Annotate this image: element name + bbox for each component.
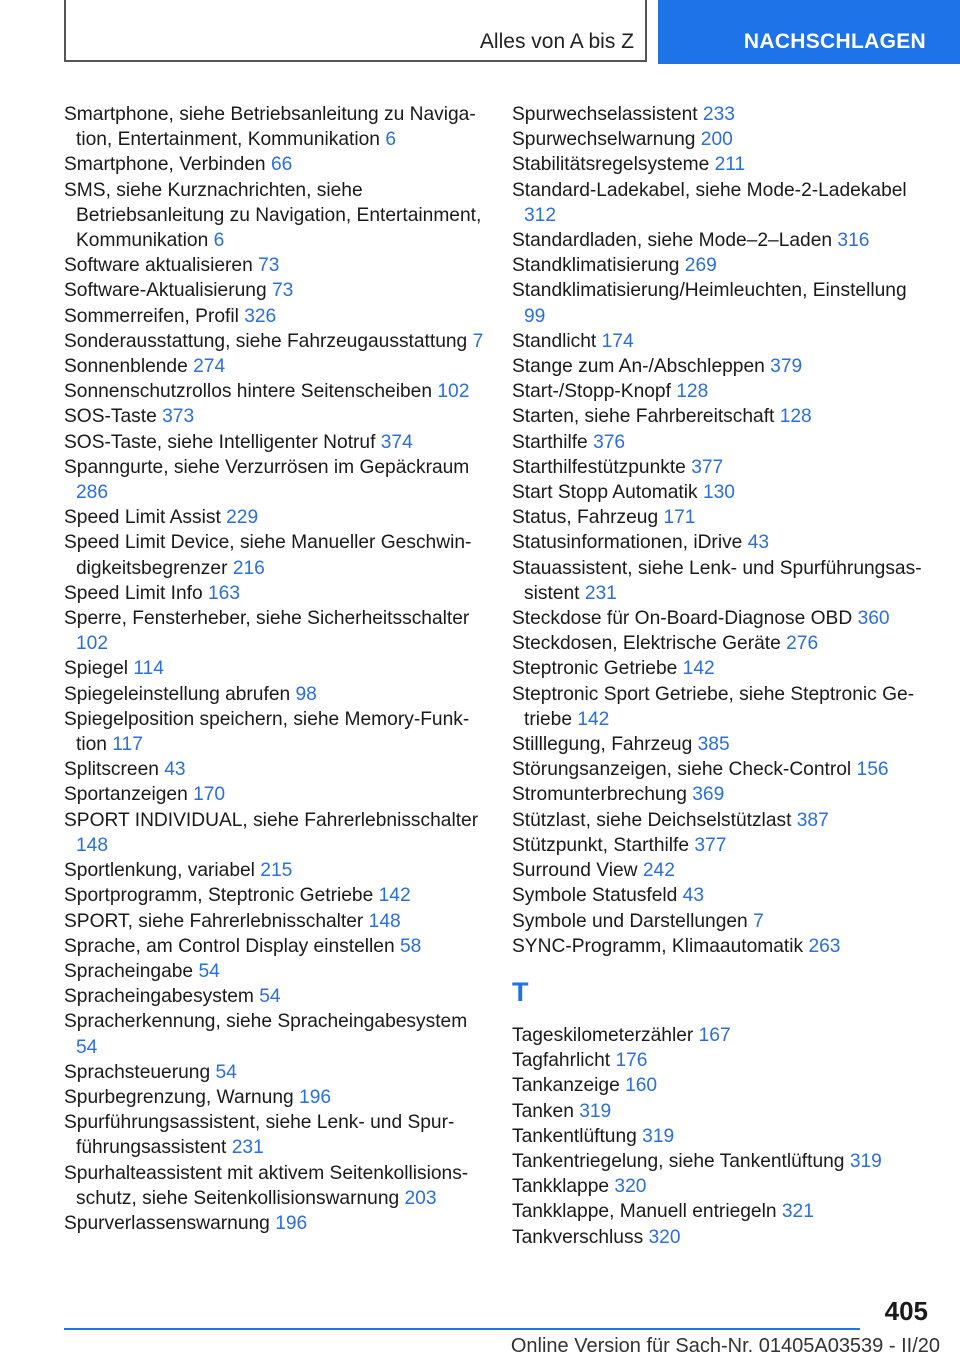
index-entry bbox=[512, 102, 932, 127]
index-entry bbox=[64, 934, 484, 959]
index-entry bbox=[512, 1023, 932, 1048]
index-term: Spracheingabe bbox=[64, 960, 194, 982]
index-term: Sonnenblende bbox=[64, 356, 188, 378]
index-term: Symbole und Darstellungen bbox=[512, 910, 748, 932]
index-term: Standard-Ladekabel, siehe Mode-2-Ladekabel bbox=[512, 179, 907, 201]
index-term: Speed Limit Assist bbox=[64, 507, 221, 529]
index-term: Sportanzeigen bbox=[64, 784, 188, 806]
index-term: Tageskilometerzähler bbox=[512, 1024, 694, 1046]
index-entry bbox=[64, 782, 484, 807]
index-term: Tankverschluss bbox=[512, 1226, 644, 1248]
index-entry bbox=[64, 984, 484, 1009]
index-term: Spiegeleinstellung abrufen bbox=[64, 683, 291, 705]
index-term: SMS, siehe Kurznachrichten, siehe Betriebsanleitung zu Navigation, Entertainment, Kommunikation bbox=[64, 179, 482, 252]
index-term: Störungsanzeigen, siehe Check-Control bbox=[512, 759, 852, 781]
page-reference-link[interactable]: 229 bbox=[226, 507, 259, 529]
page-reference-link[interactable]: 377 bbox=[691, 456, 724, 478]
index-entry bbox=[64, 959, 484, 984]
index-term: Spurwechselassistent bbox=[512, 104, 698, 125]
index-term: Sportlenkung, variabel bbox=[64, 860, 255, 882]
index-entry bbox=[512, 379, 932, 404]
index-term: Smartphone, siehe Betriebsanleitung zu Navigation, Entertainment, Kommunikation bbox=[64, 104, 476, 151]
index-entry bbox=[64, 178, 484, 254]
page-reference-link[interactable]: 312 bbox=[524, 204, 557, 226]
index-entry bbox=[512, 455, 932, 480]
index-entry bbox=[512, 556, 932, 606]
page-number: 405 bbox=[884, 1296, 928, 1326]
index-entry bbox=[64, 1085, 484, 1110]
index-entry bbox=[512, 606, 932, 631]
page-reference-link[interactable]: 163 bbox=[208, 582, 241, 604]
index-term: Tagfahrlicht bbox=[512, 1050, 611, 1072]
page-reference-link[interactable]: 196 bbox=[275, 1212, 308, 1234]
index-term: Sprachsteuerung bbox=[64, 1061, 211, 1083]
page-reference-link[interactable]: 73 bbox=[258, 255, 280, 277]
page-reference-link[interactable]: 276 bbox=[786, 633, 819, 655]
index-term: Spiegelposition speichern, siehe Memory-Funktion bbox=[64, 708, 470, 756]
index-entry bbox=[64, 1009, 484, 1059]
index-entry bbox=[512, 228, 932, 253]
index-term: Stange zum An-/Abschleppen bbox=[512, 356, 765, 378]
page-reference-link[interactable]: 6 bbox=[213, 230, 225, 252]
index-term: Standlicht bbox=[512, 330, 597, 352]
page-reference-link[interactable]: 203 bbox=[404, 1187, 437, 1209]
index-entry bbox=[512, 480, 932, 505]
index-entry bbox=[512, 732, 932, 757]
index-term: Start Stopp Automatik bbox=[512, 482, 698, 504]
page-reference-link[interactable]: 320 bbox=[614, 1176, 647, 1198]
page-reference-link[interactable]: 211 bbox=[714, 154, 746, 176]
index-entry bbox=[512, 178, 932, 228]
page-reference-link[interactable]: 231 bbox=[584, 582, 617, 604]
index-term: Symbole Statusfeld bbox=[512, 885, 678, 907]
page-reference-link[interactable]: 54 bbox=[259, 986, 281, 1008]
index-entry bbox=[64, 1161, 484, 1211]
index-entry bbox=[64, 404, 484, 429]
page-reference-link[interactable]: 156 bbox=[856, 759, 889, 781]
index-term: Spiegel bbox=[64, 658, 129, 680]
page-reference-link[interactable]: 7 bbox=[472, 330, 484, 352]
index-entry bbox=[512, 1225, 932, 1250]
index-entry bbox=[512, 833, 932, 858]
index-entry bbox=[512, 505, 932, 530]
index-term: Sommerreifen, Profil bbox=[64, 305, 239, 327]
page-reference-link[interactable]: 326 bbox=[244, 305, 277, 327]
index-term: Speed Limit Info bbox=[64, 582, 203, 604]
index-entry bbox=[64, 808, 484, 858]
page-reference-link[interactable]: 142 bbox=[682, 658, 715, 680]
index-entry bbox=[512, 883, 932, 908]
page-reference-link[interactable]: 98 bbox=[295, 683, 317, 705]
page-reference-link[interactable]: 66 bbox=[270, 154, 293, 176]
index-entry bbox=[512, 1174, 932, 1199]
page-reference-link[interactable]: 176 bbox=[615, 1050, 648, 1072]
index-entry bbox=[64, 858, 484, 883]
page-reference-link[interactable]: 54 bbox=[215, 1061, 237, 1083]
page-reference-link[interactable]: 148 bbox=[368, 910, 401, 932]
page-reference-link[interactable]: 160 bbox=[625, 1075, 658, 1097]
index-term: Stilllegung, Fahrzeug bbox=[512, 734, 693, 756]
index-column-left bbox=[64, 102, 484, 1236]
index-term: Tankanzeige bbox=[512, 1075, 620, 1097]
index-term: Stützpunkt, Starthilfe bbox=[512, 834, 690, 856]
index-entry bbox=[64, 530, 484, 580]
page-reference-link[interactable]: 269 bbox=[684, 255, 717, 277]
index-entry bbox=[64, 1060, 484, 1085]
index-entry bbox=[512, 909, 932, 934]
page-reference-link[interactable]: 316 bbox=[837, 230, 870, 252]
index-entry bbox=[64, 757, 484, 782]
index-entry bbox=[64, 682, 484, 707]
index-entry bbox=[512, 404, 932, 429]
index-term: Starthilfestützpunkte bbox=[512, 456, 686, 478]
page-reference-link[interactable]: 274 bbox=[193, 356, 226, 378]
index-term: Tanken bbox=[512, 1100, 574, 1122]
page-reference-link[interactable]: 373 bbox=[162, 406, 195, 428]
page-reference-link[interactable]: 319 bbox=[849, 1150, 882, 1172]
page-reference-link[interactable]: 174 bbox=[601, 330, 634, 352]
page-reference-link[interactable]: 102 bbox=[76, 633, 109, 655]
page-reference-link[interactable]: 148 bbox=[76, 834, 109, 856]
page-reference-link[interactable]: 376 bbox=[593, 431, 626, 453]
page-reference-link[interactable]: 170 bbox=[193, 784, 226, 806]
index-entry bbox=[512, 430, 932, 455]
index-entry bbox=[64, 581, 484, 606]
index-term: Sprache, am Control Display einstellen bbox=[64, 935, 395, 957]
page-reference-link[interactable]: 385 bbox=[697, 734, 730, 756]
index-column-right bbox=[512, 102, 932, 1250]
index-term: Spanngurte, siehe Verzurrösen im Gepäckraum bbox=[64, 456, 470, 478]
section-tab[interactable] bbox=[658, 0, 960, 64]
index-entry bbox=[512, 1099, 932, 1124]
index-term: Status, Fahrzeug bbox=[512, 507, 659, 529]
index-term: Speed Limit Device, siehe Manueller Geschwindigkeitsbegrenzer bbox=[64, 532, 472, 579]
index-term: Sonnenschutzrollos hintere Seitenscheiben bbox=[64, 381, 433, 403]
index-term: Spracheingabesystem bbox=[64, 986, 254, 1008]
page-reference-link[interactable]: 374 bbox=[380, 431, 413, 453]
index-term: Standardladen, siehe Mode–2–Laden bbox=[512, 230, 833, 252]
page-reference-link[interactable]: 43 bbox=[164, 759, 186, 781]
index-entry bbox=[512, 530, 932, 555]
page-reference-link[interactable]: 321 bbox=[781, 1201, 814, 1223]
page-reference-link[interactable]: 130 bbox=[702, 482, 735, 504]
page-reference-link[interactable]: 200 bbox=[700, 129, 733, 151]
index-term: Sportprogramm, Steptronic Getriebe bbox=[64, 885, 374, 907]
index-term: SYNC-Programm, Klimaautomatik bbox=[512, 935, 804, 957]
index-term: Tankentriegelung, siehe Tankentlüftung bbox=[512, 1150, 845, 1172]
index-term: Spurführungsassistent, siehe Lenk- und Spurführungsassistent bbox=[64, 1112, 455, 1159]
index-entry bbox=[64, 152, 484, 177]
index-term: SOS-Taste bbox=[64, 406, 157, 428]
page-reference-link[interactable]: 43 bbox=[682, 885, 705, 907]
page-reference-link[interactable]: 286 bbox=[76, 482, 109, 504]
index-entry bbox=[64, 102, 484, 152]
index-term: SPORT, siehe Fahrerlebnisschalter bbox=[64, 910, 364, 932]
index-entry bbox=[64, 656, 484, 681]
index-entry bbox=[512, 1149, 932, 1174]
page-reference-link[interactable]: 6 bbox=[385, 129, 396, 151]
index-term: Spracherkennung, siehe Spracheingabesystem bbox=[64, 1011, 468, 1033]
index-term: Spurbegrenzung, Warnung bbox=[64, 1086, 294, 1108]
page-reference-link[interactable]: 167 bbox=[698, 1024, 731, 1046]
page-reference-link[interactable]: 171 bbox=[663, 507, 696, 529]
index-entry bbox=[512, 934, 932, 959]
index-entry bbox=[512, 253, 932, 278]
index-term: Stromunterbrechung bbox=[512, 784, 687, 806]
section-title: Alles von A bis Z bbox=[479, 30, 634, 53]
index-entry bbox=[64, 379, 484, 404]
index-term: Smartphone, Verbinden bbox=[64, 154, 266, 176]
page-reference-link[interactable]: 263 bbox=[808, 935, 841, 957]
index-term: Tankklappe bbox=[512, 1176, 610, 1198]
footer-version: Online Version für Sach-Nr. 01405A03539 - II/20 bbox=[510, 1335, 940, 1357]
page-reference-link[interactable]: 99 bbox=[524, 305, 546, 327]
index-term: Start-/Stopp-Knopf bbox=[512, 381, 671, 403]
index-term: Tankentlüftung bbox=[512, 1125, 637, 1147]
page-reference-link[interactable]: 231 bbox=[231, 1137, 264, 1159]
section-tab-label: NACHSCHLAGEN bbox=[743, 30, 926, 53]
index-entry bbox=[512, 1073, 932, 1098]
index-entry bbox=[512, 631, 932, 656]
index-term: Spurhalteassistent mit aktivem Seitenkollisionsschutz, siehe Seitenkollisionswarnung bbox=[64, 1162, 469, 1209]
page-reference-link[interactable]: 7 bbox=[753, 910, 764, 932]
index-term: Sperre, Fensterheber, siehe Sicherheitsschalter bbox=[64, 608, 470, 630]
page-reference-link[interactable]: 196 bbox=[299, 1086, 332, 1108]
index-term: Software-Aktualisierung bbox=[64, 280, 267, 302]
footer-rule bbox=[64, 1328, 860, 1330]
index-term: Starten, siehe Fahrbereitschaft bbox=[512, 406, 775, 428]
index-entry bbox=[512, 152, 932, 177]
page-reference-link[interactable]: 142 bbox=[577, 708, 610, 730]
page-reference-link[interactable]: 102 bbox=[437, 381, 470, 403]
page-reference-link[interactable]: 54 bbox=[198, 960, 220, 982]
index-entry bbox=[512, 1199, 932, 1224]
index-entry bbox=[512, 354, 932, 379]
index-entry bbox=[512, 278, 932, 328]
index-term: Surround View bbox=[512, 860, 638, 882]
index-term: Statusinformationen, iDrive bbox=[512, 532, 743, 554]
page-reference-link[interactable]: 128 bbox=[779, 406, 812, 428]
page-reference-link[interactable]: 128 bbox=[676, 381, 709, 403]
page-reference-link[interactable]: 320 bbox=[648, 1226, 681, 1248]
index-entry bbox=[64, 606, 484, 656]
index-term: Software aktualisieren bbox=[64, 255, 253, 277]
index-term: Steckdosen, Elektrische Geräte bbox=[512, 633, 781, 655]
index-entry bbox=[512, 858, 932, 883]
index-entry bbox=[64, 304, 484, 329]
index-entry bbox=[64, 278, 484, 303]
index-entry bbox=[64, 329, 484, 354]
index-term: SPORT INDIVIDUAL, siehe Fahrerlebnisschalter bbox=[64, 809, 479, 831]
page-reference-link[interactable]: 58 bbox=[399, 935, 422, 957]
index-entry bbox=[512, 1124, 932, 1149]
index-entry bbox=[64, 707, 484, 757]
index-term: SOS-Taste, siehe Intelligenter Notruf bbox=[64, 431, 376, 453]
page-reference-link[interactable]: 319 bbox=[642, 1125, 675, 1147]
page-reference-link[interactable]: 73 bbox=[271, 280, 294, 302]
page-reference-link[interactable]: 242 bbox=[642, 860, 675, 882]
index-entry bbox=[64, 883, 484, 908]
index-entry bbox=[64, 430, 484, 455]
page-reference-link[interactable]: 216 bbox=[232, 557, 265, 579]
index-entry bbox=[512, 329, 932, 354]
page-reference-link[interactable]: 360 bbox=[857, 608, 890, 630]
index-term: Stauassistent, siehe Lenk- und Spurführungsassistent bbox=[512, 557, 922, 604]
index-term: Splitscreen bbox=[64, 759, 159, 781]
index-entry bbox=[512, 127, 932, 152]
page-reference-link[interactable]: 233 bbox=[702, 104, 735, 125]
page-reference-link[interactable]: 117 bbox=[112, 734, 143, 756]
index-entry bbox=[512, 656, 932, 681]
index-entry bbox=[64, 455, 484, 505]
index-term: Standklimatisierung/Heimleuchten, Einstellung bbox=[512, 280, 907, 302]
index-entry bbox=[64, 1110, 484, 1160]
page-reference-link[interactable]: 215 bbox=[260, 860, 293, 882]
index-term: Steckdose für On-Board-Diagnose OBD bbox=[512, 608, 853, 630]
page-reference-link[interactable]: 319 bbox=[579, 1100, 612, 1122]
page-reference-link[interactable]: 377 bbox=[694, 834, 727, 856]
index-term: Steptronic Getriebe bbox=[512, 658, 678, 680]
index-term: Steptronic Sport Getriebe, siehe Steptronic Getriebe bbox=[512, 683, 915, 730]
page-reference-link[interactable]: 387 bbox=[796, 809, 829, 831]
index-entry bbox=[512, 808, 932, 833]
index-term: Starthilfe bbox=[512, 431, 588, 453]
index-term: Tankklappe, Manuell entriegeln bbox=[512, 1201, 777, 1223]
index-term: Sonderausstattung, siehe Fahrzeugausstattung bbox=[64, 330, 468, 352]
page-reference-link[interactable]: 43 bbox=[747, 532, 770, 554]
index-entry bbox=[64, 909, 484, 934]
letter-heading: T bbox=[512, 976, 529, 1007]
index-entry bbox=[64, 505, 484, 530]
index-entry bbox=[512, 1048, 932, 1073]
page-reference-link[interactable]: 379 bbox=[770, 356, 803, 378]
index-term: Stabilitätsregelsysteme bbox=[512, 154, 710, 176]
page-reference-link[interactable]: 369 bbox=[692, 784, 725, 806]
index-entry bbox=[512, 757, 932, 782]
page-reference-link[interactable]: 54 bbox=[76, 1036, 98, 1058]
index-entry bbox=[64, 354, 484, 379]
index-entry bbox=[512, 782, 932, 807]
index-entry bbox=[64, 1211, 484, 1236]
index-entry bbox=[512, 682, 932, 732]
index-entry bbox=[64, 253, 484, 278]
page-reference-link[interactable]: 142 bbox=[378, 885, 411, 907]
index-term: Spurwechselwarnung bbox=[512, 129, 696, 151]
page-reference-link[interactable]: 114 bbox=[133, 658, 164, 680]
index-term: Stützlast, siehe Deichselstützlast bbox=[512, 809, 792, 831]
index-term: Standklimatisierung bbox=[512, 255, 680, 277]
index-term: Spurverlassenswarnung bbox=[64, 1212, 270, 1234]
